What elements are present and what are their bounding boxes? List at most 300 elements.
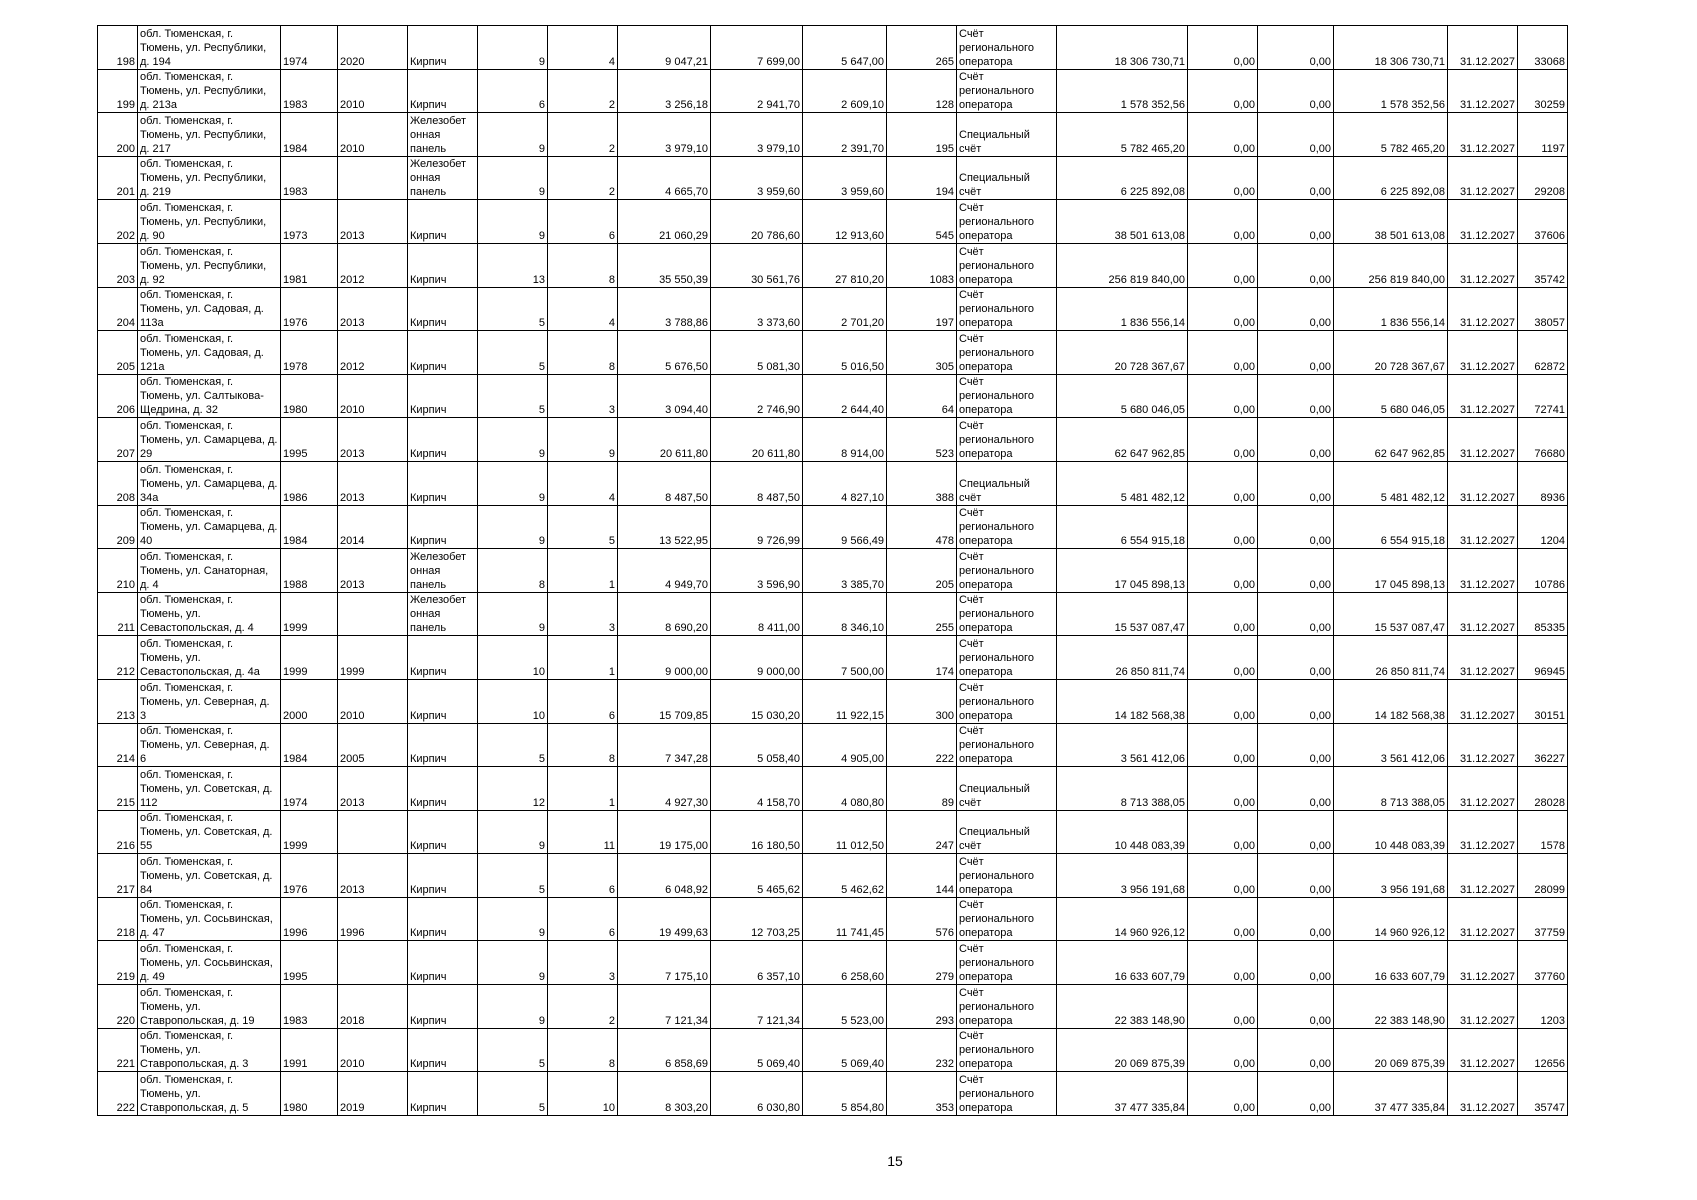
cell-residents: 265 bbox=[887, 26, 957, 70]
table-body bbox=[98, 26, 1568, 1116]
cell-floors: 8 bbox=[478, 549, 548, 593]
cell-year_overhaul: 2012 bbox=[338, 243, 408, 287]
cell-n: 202 bbox=[98, 200, 138, 244]
cell-total_area: 4 949,70 bbox=[618, 549, 711, 593]
cell-address: обл. Тюменская, г. Тюмень, ул. Самарцева, д. 34а bbox=[138, 461, 281, 505]
cell-total_area: 3 256,18 bbox=[618, 69, 711, 113]
cell-area_premises: 5 465,62 bbox=[711, 854, 803, 898]
cell-fund_method: Счёт регионального оператора bbox=[957, 1028, 1057, 1072]
cell-residents: 353 bbox=[887, 1072, 957, 1116]
cell-area_premises: 30 561,76 bbox=[711, 243, 803, 287]
cell-unit_cost: 29208 bbox=[1518, 156, 1568, 200]
cell-cost_federal: 0,00 bbox=[1188, 854, 1258, 898]
cell-cost_total: 62 647 962,85 bbox=[1057, 418, 1188, 462]
cell-year_overhaul: 2013 bbox=[338, 767, 408, 811]
cell-area_residential: 8 346,10 bbox=[803, 592, 887, 636]
cell-area_residential: 8 914,00 bbox=[803, 418, 887, 462]
cell-total_area: 7 175,10 bbox=[618, 941, 711, 985]
cell-address: обл. Тюменская, г. Тюмень, ул. Ставропольская, д. 3 bbox=[138, 1028, 281, 1072]
cell-wall_material: Кирпич bbox=[408, 243, 478, 287]
cell-cost_owners: 1 578 352,56 bbox=[1334, 69, 1448, 113]
table-row bbox=[98, 549, 1568, 593]
cell-residents: 174 bbox=[887, 636, 957, 680]
cell-deadline: 31.12.2027 bbox=[1448, 1028, 1518, 1072]
cell-deadline: 31.12.2027 bbox=[1448, 374, 1518, 418]
table-row bbox=[98, 287, 1568, 331]
cell-total_area: 8 303,20 bbox=[618, 1072, 711, 1116]
cell-year_built: 1978 bbox=[281, 331, 338, 375]
cell-total_area: 3 979,10 bbox=[618, 113, 711, 157]
cell-cost_owners: 3 956 191,68 bbox=[1334, 854, 1448, 898]
cell-cost_federal: 0,00 bbox=[1188, 897, 1258, 941]
cell-cost_federal: 0,00 bbox=[1188, 767, 1258, 811]
cell-area_residential: 12 913,60 bbox=[803, 200, 887, 244]
cell-entrances: 4 bbox=[548, 287, 618, 331]
cell-entrances: 2 bbox=[548, 113, 618, 157]
cell-n: 220 bbox=[98, 985, 138, 1029]
cell-deadline: 31.12.2027 bbox=[1448, 767, 1518, 811]
cell-entrances: 2 bbox=[548, 985, 618, 1029]
cell-area_premises: 3 596,90 bbox=[711, 549, 803, 593]
cell-deadline: 31.12.2027 bbox=[1448, 592, 1518, 636]
cell-cost_owners: 20 728 367,67 bbox=[1334, 331, 1448, 375]
cell-floors: 9 bbox=[478, 592, 548, 636]
cell-unit_cost: 28028 bbox=[1518, 767, 1568, 811]
cell-cost_regional: 0,00 bbox=[1258, 113, 1334, 157]
cell-wall_material: Кирпич bbox=[408, 767, 478, 811]
cell-year_overhaul bbox=[338, 810, 408, 854]
cell-cost_federal: 0,00 bbox=[1188, 461, 1258, 505]
table-row bbox=[98, 69, 1568, 113]
cell-n: 212 bbox=[98, 636, 138, 680]
cell-deadline: 31.12.2027 bbox=[1448, 723, 1518, 767]
cell-unit_cost: 36227 bbox=[1518, 723, 1568, 767]
cell-area_premises: 2 746,90 bbox=[711, 374, 803, 418]
cell-fund_method: Счёт регионального оператора bbox=[957, 723, 1057, 767]
cell-wall_material: Кирпич bbox=[408, 418, 478, 462]
cell-year_overhaul: 1999 bbox=[338, 636, 408, 680]
table-row bbox=[98, 1072, 1568, 1116]
cell-cost_owners: 6 554 915,18 bbox=[1334, 505, 1448, 549]
cell-area_residential: 7 500,00 bbox=[803, 636, 887, 680]
cell-n: 210 bbox=[98, 549, 138, 593]
cell-cost_total: 6 225 892,08 bbox=[1057, 156, 1188, 200]
cell-year_built: 1991 bbox=[281, 1028, 338, 1072]
cell-fund_method: Специальный счёт bbox=[957, 767, 1057, 811]
table-row bbox=[98, 941, 1568, 985]
cell-cost_owners: 16 633 607,79 bbox=[1334, 941, 1448, 985]
cell-fund_method: Счёт регионального оператора bbox=[957, 374, 1057, 418]
cell-n: 216 bbox=[98, 810, 138, 854]
cell-cost_regional: 0,00 bbox=[1258, 243, 1334, 287]
cell-area_residential: 4 827,10 bbox=[803, 461, 887, 505]
cell-fund_method: Счёт регионального оператора bbox=[957, 549, 1057, 593]
cell-residents: 144 bbox=[887, 854, 957, 898]
cell-residents: 247 bbox=[887, 810, 957, 854]
cell-cost_federal: 0,00 bbox=[1188, 941, 1258, 985]
cell-entrances: 8 bbox=[548, 1028, 618, 1072]
cell-wall_material: Железобет онная панель bbox=[408, 549, 478, 593]
cell-floors: 9 bbox=[478, 941, 548, 985]
cell-residents: 279 bbox=[887, 941, 957, 985]
cell-deadline: 31.12.2027 bbox=[1448, 941, 1518, 985]
cell-area_premises: 15 030,20 bbox=[711, 679, 803, 723]
cell-entrances: 9 bbox=[548, 418, 618, 462]
cell-area_residential: 4 080,80 bbox=[803, 767, 887, 811]
cell-cost_regional: 0,00 bbox=[1258, 810, 1334, 854]
cell-unit_cost: 12656 bbox=[1518, 1028, 1568, 1072]
cell-n: 198 bbox=[98, 26, 138, 70]
cell-wall_material: Кирпич bbox=[408, 26, 478, 70]
cell-n: 221 bbox=[98, 1028, 138, 1072]
cell-total_area: 7 121,34 bbox=[618, 985, 711, 1029]
cell-fund_method: Специальный счёт bbox=[957, 156, 1057, 200]
cell-cost_federal: 0,00 bbox=[1188, 1028, 1258, 1072]
cell-year_built: 1988 bbox=[281, 549, 338, 593]
cell-fund_method: Счёт регионального оператора bbox=[957, 1072, 1057, 1116]
cell-unit_cost: 35742 bbox=[1518, 243, 1568, 287]
cell-total_area: 19 175,00 bbox=[618, 810, 711, 854]
cell-cost_owners: 3 561 412,06 bbox=[1334, 723, 1448, 767]
cell-residents: 1083 bbox=[887, 243, 957, 287]
cell-year_overhaul: 2013 bbox=[338, 418, 408, 462]
cell-fund_method: Счёт регионального оператора bbox=[957, 26, 1057, 70]
cell-total_area: 15 709,85 bbox=[618, 679, 711, 723]
cell-area_premises: 20 611,80 bbox=[711, 418, 803, 462]
cell-deadline: 31.12.2027 bbox=[1448, 200, 1518, 244]
cell-cost_owners: 5 680 046,05 bbox=[1334, 374, 1448, 418]
cell-year_built: 1983 bbox=[281, 985, 338, 1029]
cell-unit_cost: 37760 bbox=[1518, 941, 1568, 985]
cell-wall_material: Железобет онная панель bbox=[408, 592, 478, 636]
cell-area_residential: 2 644,40 bbox=[803, 374, 887, 418]
cell-address: обл. Тюменская, г. Тюмень, ул. Советская, д. 112 bbox=[138, 767, 281, 811]
cell-entrances: 11 bbox=[548, 810, 618, 854]
cell-total_area: 6 048,92 bbox=[618, 854, 711, 898]
cell-unit_cost: 38057 bbox=[1518, 287, 1568, 331]
cell-year_overhaul: 2010 bbox=[338, 113, 408, 157]
cell-total_area: 35 550,39 bbox=[618, 243, 711, 287]
cell-n: 219 bbox=[98, 941, 138, 985]
cell-fund_method: Счёт регионального оператора bbox=[957, 69, 1057, 113]
cell-address: обл. Тюменская, г. Тюмень, ул. Ставропольская, д. 5 bbox=[138, 1072, 281, 1116]
table-row bbox=[98, 461, 1568, 505]
cell-wall_material: Железобет онная панель bbox=[408, 113, 478, 157]
cell-deadline: 31.12.2027 bbox=[1448, 26, 1518, 70]
cell-cost_owners: 6 225 892,08 bbox=[1334, 156, 1448, 200]
cell-floors: 13 bbox=[478, 243, 548, 287]
cell-area_premises: 16 180,50 bbox=[711, 810, 803, 854]
cell-n: 214 bbox=[98, 723, 138, 767]
cell-area_premises: 4 158,70 bbox=[711, 767, 803, 811]
cell-cost_owners: 37 477 335,84 bbox=[1334, 1072, 1448, 1116]
table-row bbox=[98, 505, 1568, 549]
cell-floors: 9 bbox=[478, 200, 548, 244]
cell-year_built: 1984 bbox=[281, 505, 338, 549]
cell-deadline: 31.12.2027 bbox=[1448, 287, 1518, 331]
cell-floors: 5 bbox=[478, 723, 548, 767]
cell-entrances: 1 bbox=[548, 767, 618, 811]
cell-cost_total: 5 782 465,20 bbox=[1057, 113, 1188, 157]
table-row bbox=[98, 810, 1568, 854]
cell-unit_cost: 8936 bbox=[1518, 461, 1568, 505]
cell-unit_cost: 35747 bbox=[1518, 1072, 1568, 1116]
cell-area_premises: 7 121,34 bbox=[711, 985, 803, 1029]
table-row bbox=[98, 243, 1568, 287]
table-row bbox=[98, 592, 1568, 636]
cell-deadline: 31.12.2027 bbox=[1448, 636, 1518, 680]
cell-area_residential: 6 258,60 bbox=[803, 941, 887, 985]
cell-cost_federal: 0,00 bbox=[1188, 592, 1258, 636]
cell-year_overhaul bbox=[338, 941, 408, 985]
cell-year_built: 1995 bbox=[281, 941, 338, 985]
cell-cost_total: 5 481 482,12 bbox=[1057, 461, 1188, 505]
cell-floors: 9 bbox=[478, 418, 548, 462]
cell-residents: 255 bbox=[887, 592, 957, 636]
cell-area_premises: 6 357,10 bbox=[711, 941, 803, 985]
cell-area_residential: 9 566,49 bbox=[803, 505, 887, 549]
cell-area_residential: 5 647,00 bbox=[803, 26, 887, 70]
cell-area_premises: 5 058,40 bbox=[711, 723, 803, 767]
cell-residents: 545 bbox=[887, 200, 957, 244]
cell-residents: 478 bbox=[887, 505, 957, 549]
cell-unit_cost: 30259 bbox=[1518, 69, 1568, 113]
cell-area_residential: 3 385,70 bbox=[803, 549, 887, 593]
cell-year_overhaul: 2005 bbox=[338, 723, 408, 767]
cell-cost_total: 5 680 046,05 bbox=[1057, 374, 1188, 418]
cell-floors: 9 bbox=[478, 461, 548, 505]
cell-address: обл. Тюменская, г. Тюмень, ул. Северная, д. 3 bbox=[138, 679, 281, 723]
cell-cost_regional: 0,00 bbox=[1258, 1028, 1334, 1072]
cell-cost_owners: 14 960 926,12 bbox=[1334, 897, 1448, 941]
cell-total_area: 21 060,29 bbox=[618, 200, 711, 244]
cell-wall_material: Кирпич bbox=[408, 505, 478, 549]
cell-cost_regional: 0,00 bbox=[1258, 418, 1334, 462]
cell-cost_total: 14 960 926,12 bbox=[1057, 897, 1188, 941]
cell-year_overhaul: 2020 bbox=[338, 26, 408, 70]
cell-area_premises: 3 979,10 bbox=[711, 113, 803, 157]
cell-area_premises: 12 703,25 bbox=[711, 897, 803, 941]
cell-area_residential: 2 391,70 bbox=[803, 113, 887, 157]
table-row bbox=[98, 636, 1568, 680]
cell-cost_owners: 26 850 811,74 bbox=[1334, 636, 1448, 680]
cell-cost_regional: 0,00 bbox=[1258, 985, 1334, 1029]
cell-year_overhaul: 1996 bbox=[338, 897, 408, 941]
cell-cost_federal: 0,00 bbox=[1188, 505, 1258, 549]
cell-year_built: 1981 bbox=[281, 243, 338, 287]
cell-cost_total: 18 306 730,71 bbox=[1057, 26, 1188, 70]
cell-cost_owners: 1 836 556,14 bbox=[1334, 287, 1448, 331]
cell-year_overhaul: 2013 bbox=[338, 200, 408, 244]
cell-deadline: 31.12.2027 bbox=[1448, 897, 1518, 941]
cell-n: 199 bbox=[98, 69, 138, 113]
cell-residents: 205 bbox=[887, 549, 957, 593]
cell-total_area: 3 094,40 bbox=[618, 374, 711, 418]
cell-address: обл. Тюменская, г. Тюмень, ул. Северная, д. 6 bbox=[138, 723, 281, 767]
cell-wall_material: Кирпич bbox=[408, 679, 478, 723]
cell-residents: 523 bbox=[887, 418, 957, 462]
cell-address: обл. Тюменская, г. Тюмень, ул. Севастопольская, д. 4а bbox=[138, 636, 281, 680]
cell-n: 200 bbox=[98, 113, 138, 157]
cell-year_built: 1984 bbox=[281, 723, 338, 767]
cell-cost_owners: 5 782 465,20 bbox=[1334, 113, 1448, 157]
cell-residents: 388 bbox=[887, 461, 957, 505]
cell-residents: 576 bbox=[887, 897, 957, 941]
cell-residents: 305 bbox=[887, 331, 957, 375]
cell-cost_federal: 0,00 bbox=[1188, 69, 1258, 113]
cell-total_area: 19 499,63 bbox=[618, 897, 711, 941]
cell-year_built: 1999 bbox=[281, 810, 338, 854]
cell-area_premises: 2 941,70 bbox=[711, 69, 803, 113]
cell-cost_regional: 0,00 bbox=[1258, 549, 1334, 593]
cell-year_built: 1983 bbox=[281, 69, 338, 113]
cell-entrances: 8 bbox=[548, 723, 618, 767]
cell-total_area: 8 690,20 bbox=[618, 592, 711, 636]
cell-residents: 197 bbox=[887, 287, 957, 331]
cell-cost_federal: 0,00 bbox=[1188, 636, 1258, 680]
table-row bbox=[98, 723, 1568, 767]
cell-deadline: 31.12.2027 bbox=[1448, 69, 1518, 113]
cell-year_overhaul: 2010 bbox=[338, 679, 408, 723]
table-row bbox=[98, 679, 1568, 723]
cell-year_overhaul: 2018 bbox=[338, 985, 408, 1029]
cell-entrances: 3 bbox=[548, 374, 618, 418]
cell-cost_total: 20 069 875,39 bbox=[1057, 1028, 1188, 1072]
cell-residents: 232 bbox=[887, 1028, 957, 1072]
cell-cost_regional: 0,00 bbox=[1258, 941, 1334, 985]
cell-year_built: 1983 bbox=[281, 156, 338, 200]
cell-unit_cost: 62872 bbox=[1518, 331, 1568, 375]
cell-area_premises: 3 959,60 bbox=[711, 156, 803, 200]
cell-area_premises: 5 081,30 bbox=[711, 331, 803, 375]
cell-year_overhaul: 2019 bbox=[338, 1072, 408, 1116]
cell-entrances: 4 bbox=[548, 26, 618, 70]
table-row bbox=[98, 26, 1568, 70]
cell-address: обл. Тюменская, г. Тюмень, ул. Самарцева, д. 29 bbox=[138, 418, 281, 462]
cell-fund_method: Специальный счёт bbox=[957, 461, 1057, 505]
cell-area_residential: 27 810,20 bbox=[803, 243, 887, 287]
cell-area_residential: 5 854,80 bbox=[803, 1072, 887, 1116]
cell-address: обл. Тюменская, г. Тюмень, ул. Республики, д. 217 bbox=[138, 113, 281, 157]
cell-cost_owners: 18 306 730,71 bbox=[1334, 26, 1448, 70]
cell-fund_method: Специальный счёт bbox=[957, 113, 1057, 157]
cell-area_premises: 20 786,60 bbox=[711, 200, 803, 244]
cell-area_premises: 5 069,40 bbox=[711, 1028, 803, 1072]
cell-wall_material: Кирпич bbox=[408, 461, 478, 505]
cell-wall_material: Кирпич bbox=[408, 374, 478, 418]
table-row bbox=[98, 767, 1568, 811]
cell-n: 208 bbox=[98, 461, 138, 505]
cell-residents: 195 bbox=[887, 113, 957, 157]
cell-cost_total: 16 633 607,79 bbox=[1057, 941, 1188, 985]
cell-address: обл. Тюменская, г. Тюмень, ул. Республики, д. 219 bbox=[138, 156, 281, 200]
cell-deadline: 31.12.2027 bbox=[1448, 985, 1518, 1029]
cell-cost_regional: 0,00 bbox=[1258, 69, 1334, 113]
cell-total_area: 6 858,69 bbox=[618, 1028, 711, 1072]
cell-year_built: 2000 bbox=[281, 679, 338, 723]
cell-floors: 5 bbox=[478, 1072, 548, 1116]
cell-unit_cost: 28099 bbox=[1518, 854, 1568, 898]
cell-entrances: 2 bbox=[548, 69, 618, 113]
cell-cost_regional: 0,00 bbox=[1258, 767, 1334, 811]
cell-cost_regional: 0,00 bbox=[1258, 854, 1334, 898]
cell-deadline: 31.12.2027 bbox=[1448, 679, 1518, 723]
cell-area_premises: 3 373,60 bbox=[711, 287, 803, 331]
cell-n: 211 bbox=[98, 592, 138, 636]
cell-entrances: 1 bbox=[548, 636, 618, 680]
cell-year_overhaul: 2012 bbox=[338, 331, 408, 375]
cell-cost_regional: 0,00 bbox=[1258, 592, 1334, 636]
cell-floors: 10 bbox=[478, 679, 548, 723]
cell-year_built: 1980 bbox=[281, 1072, 338, 1116]
cell-total_area: 9 000,00 bbox=[618, 636, 711, 680]
cell-area_residential: 5 016,50 bbox=[803, 331, 887, 375]
cell-cost_regional: 0,00 bbox=[1258, 156, 1334, 200]
table-row bbox=[98, 854, 1568, 898]
cell-address: обл. Тюменская, г. Тюмень, ул. Республики, д. 213а bbox=[138, 69, 281, 113]
cell-floors: 9 bbox=[478, 985, 548, 1029]
cell-area_residential: 5 462,62 bbox=[803, 854, 887, 898]
cell-fund_method: Счёт регионального оператора bbox=[957, 243, 1057, 287]
cell-unit_cost: 1578 bbox=[1518, 810, 1568, 854]
cell-wall_material: Железобет онная панель bbox=[408, 156, 478, 200]
cell-residents: 194 bbox=[887, 156, 957, 200]
cell-cost_owners: 5 481 482,12 bbox=[1334, 461, 1448, 505]
cell-area_premises: 8 411,00 bbox=[711, 592, 803, 636]
cell-cost_owners: 10 448 083,39 bbox=[1334, 810, 1448, 854]
cell-deadline: 31.12.2027 bbox=[1448, 549, 1518, 593]
cell-year_overhaul: 2010 bbox=[338, 1028, 408, 1072]
cell-entrances: 2 bbox=[548, 156, 618, 200]
cell-wall_material: Кирпич bbox=[408, 636, 478, 680]
cell-area_residential: 2 701,20 bbox=[803, 287, 887, 331]
cell-year_overhaul bbox=[338, 592, 408, 636]
cell-floors: 5 bbox=[478, 287, 548, 331]
cell-cost_federal: 0,00 bbox=[1188, 156, 1258, 200]
cell-area_premises: 9 726,99 bbox=[711, 505, 803, 549]
cell-fund_method: Счёт регионального оператора bbox=[957, 941, 1057, 985]
cell-address: обл. Тюменская, г. Тюмень, ул. Сосьвинская, д. 49 bbox=[138, 941, 281, 985]
cell-cost_total: 15 537 087,47 bbox=[1057, 592, 1188, 636]
cell-cost_federal: 0,00 bbox=[1188, 810, 1258, 854]
cell-deadline: 31.12.2027 bbox=[1448, 1072, 1518, 1116]
cell-fund_method: Счёт регионального оператора bbox=[957, 592, 1057, 636]
cell-area_residential: 5 523,00 bbox=[803, 985, 887, 1029]
cell-address: обл. Тюменская, г. Тюмень, ул. Севастопольская, д. 4 bbox=[138, 592, 281, 636]
cell-cost_regional: 0,00 bbox=[1258, 26, 1334, 70]
cell-year_overhaul: 2013 bbox=[338, 549, 408, 593]
cell-cost_owners: 38 501 613,08 bbox=[1334, 200, 1448, 244]
cell-n: 217 bbox=[98, 854, 138, 898]
cell-total_area: 9 047,21 bbox=[618, 26, 711, 70]
cell-wall_material: Кирпич bbox=[408, 985, 478, 1029]
cell-year_built: 1974 bbox=[281, 26, 338, 70]
cell-total_area: 4 927,30 bbox=[618, 767, 711, 811]
cell-area_residential: 11 922,15 bbox=[803, 679, 887, 723]
cell-address: обл. Тюменская, г. Тюмень, ул. Садовая, д. 121а bbox=[138, 331, 281, 375]
cell-floors: 9 bbox=[478, 113, 548, 157]
cell-fund_method: Счёт регионального оператора bbox=[957, 985, 1057, 1029]
cell-cost_federal: 0,00 bbox=[1188, 200, 1258, 244]
cell-cost_federal: 0,00 bbox=[1188, 243, 1258, 287]
table-row bbox=[98, 374, 1568, 418]
cell-wall_material: Кирпич bbox=[408, 854, 478, 898]
cell-address: обл. Тюменская, г. Тюмень, ул. Садовая, д. 113а bbox=[138, 287, 281, 331]
cell-entrances: 3 bbox=[548, 592, 618, 636]
table-row bbox=[98, 418, 1568, 462]
cell-fund_method: Счёт регионального оператора bbox=[957, 287, 1057, 331]
cell-entrances: 6 bbox=[548, 854, 618, 898]
